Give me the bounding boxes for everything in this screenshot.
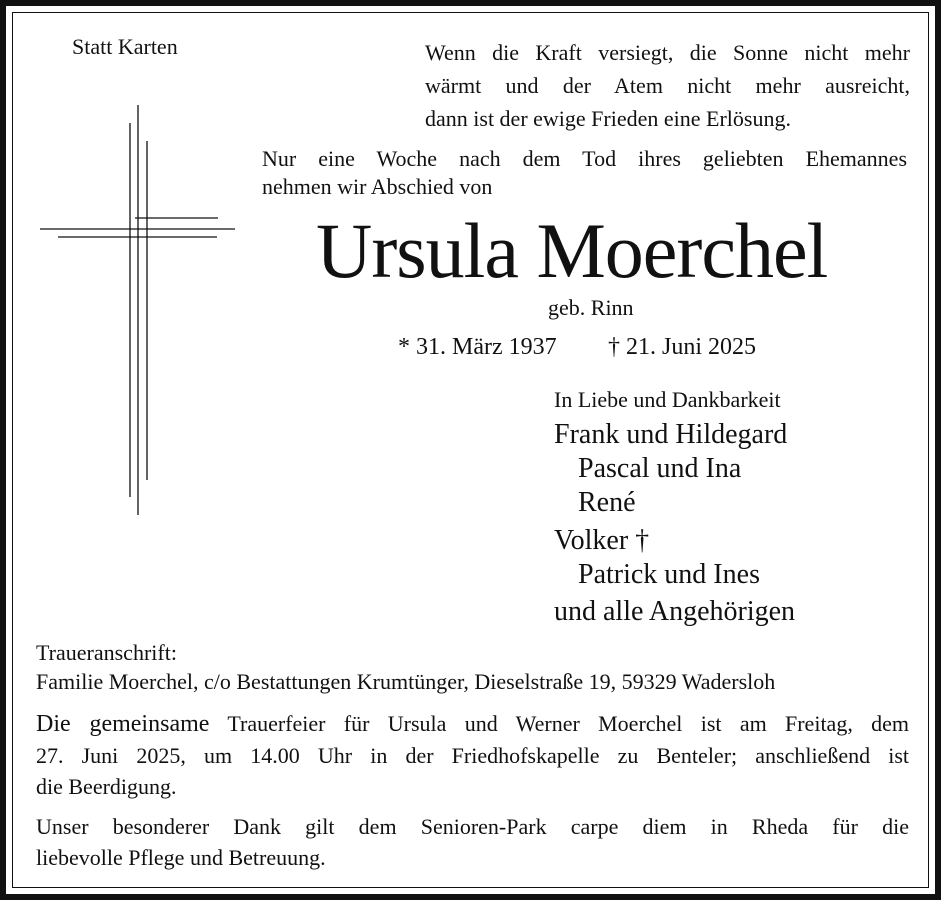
poem-line: wärmt und der Atem nicht mehr ausreicht, [425,73,910,98]
funeral-line: die Beerdigung. [36,774,177,799]
intro-text [262,145,907,201]
death-date: † 21. Juni 2025 [608,334,757,360]
poem [425,36,910,135]
intro-line: nehmen wir Abschied von [262,174,493,199]
mourner-name: Pascal und Ina [578,453,742,484]
thanks-text [36,811,909,873]
maiden-name: geb. Rinn [548,295,634,320]
poem-line: dann ist der ewige Frieden eine Erlösung. [425,106,791,131]
address-text: Familie Moerchel, c/o Bestattungen Krumtünger, Dieselstraße 19, 59329 Wadersloh [36,669,776,694]
thanks-line: Unser besonderer Dank gilt dem Senioren-Park carpe diem in Rheda für die [36,814,909,839]
mourner-name: René [578,487,636,518]
intro-line: Nur eine Woche nach dem Tod ihres geliebten Ehemannes [262,146,907,171]
mourners-heading: In Liebe und Dankbarkeit [554,387,781,412]
statt-karten: Statt Karten [72,34,178,59]
birth-date: * 31. März 1937 [398,334,557,360]
mourner-name: Frank und Hildegard [554,419,788,450]
funeral-lead: Die gemeinsame [36,711,210,737]
funeral-line [36,708,909,740]
thanks-line: liebevolle Pflege und Betreuung. [36,845,326,870]
funeral-line: 27. Juni 2025, um 14.00 Uhr in der Friedhofskapelle zu Benteler; anschließend ist [36,743,909,768]
deceased-name: Ursula Moerchel [316,207,828,294]
funeral-line1-rest: Trauerfeier für Ursula und Werner Moerchel ist am Freitag, dem [209,711,910,736]
poem-line: Wenn die Kraft versiegt, die Sonne nicht mehr [425,40,910,65]
mourner-name: Patrick und Ines [578,559,760,590]
mourner-name: Volker † [554,525,650,556]
cross-icon [40,105,240,520]
funeral-info [36,708,909,802]
mourner-name: und alle Angehörigen [554,596,796,627]
address-label: Traueranschrift: [36,640,177,665]
